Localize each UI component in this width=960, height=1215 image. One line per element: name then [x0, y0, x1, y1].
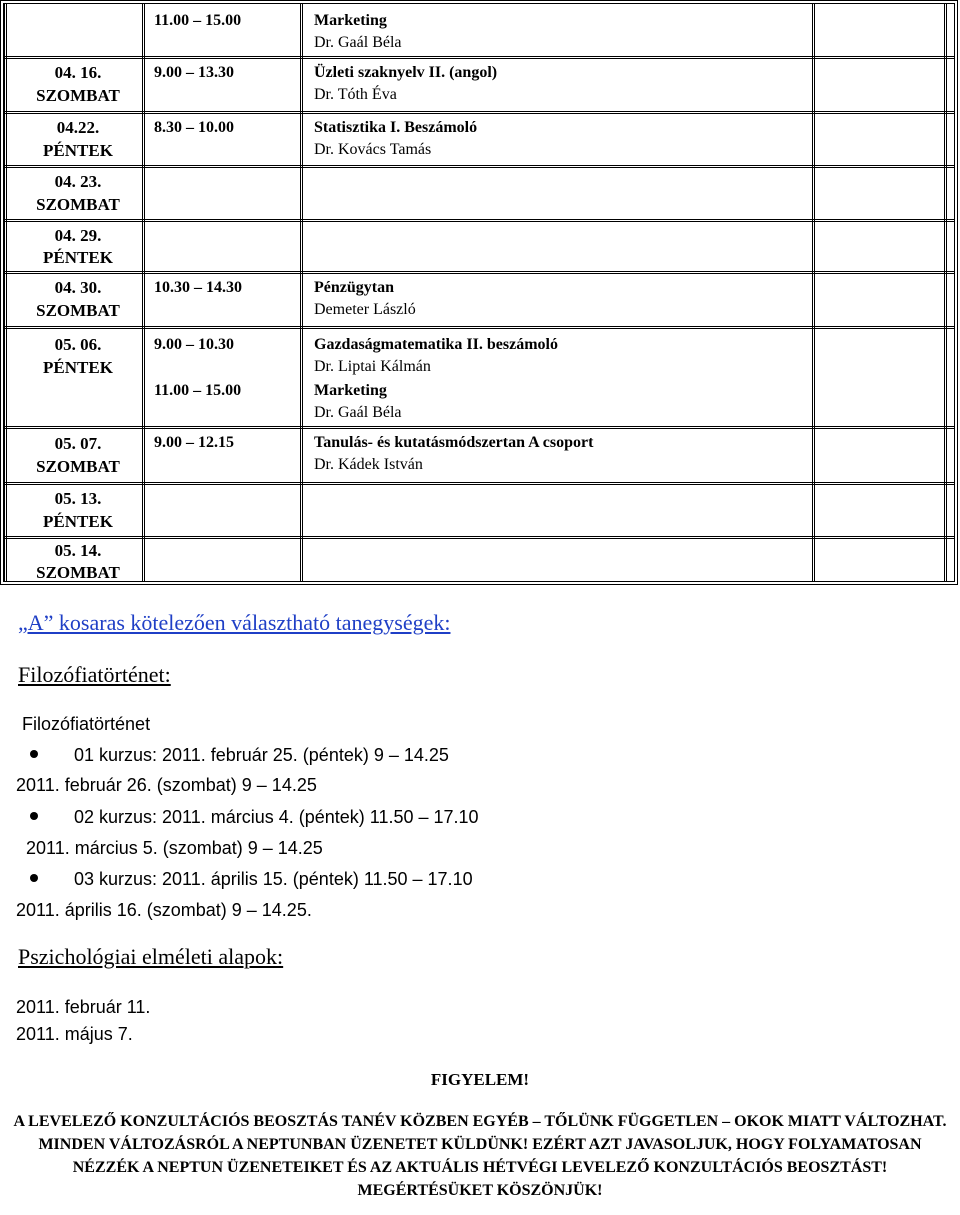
filozofia-subtitle: Filozófiatörténet [22, 714, 151, 734]
table-row [4, 482, 954, 539]
subject-cell: Tanulás- és kutatásmódszertan A csoport [314, 434, 594, 451]
teacher-cell: Dr. Gaál Béla [314, 404, 402, 421]
table-row [4, 111, 954, 168]
time-cell: 8.30 – 10.00 [154, 119, 234, 136]
time-cell: 11.00 – 15.00 [154, 382, 242, 399]
bullet-icon [30, 750, 38, 758]
day-name: SZOMBAT [36, 301, 120, 320]
table-row [4, 271, 954, 329]
subject-cell: Statisztika I. Beszámoló [314, 119, 478, 136]
day-name: SZOMBAT [36, 195, 120, 214]
day-date: 04. 29. [54, 226, 102, 245]
subject-cell: Marketing [314, 382, 387, 399]
list-item [30, 867, 473, 891]
a-basket-heading: „A” kosaras kötelezően választható tanegységek: [18, 610, 451, 635]
day-name: SZOMBAT [36, 457, 120, 476]
time-cell: 9.00 – 12.15 [154, 434, 234, 451]
day-date: 05. 13. [54, 489, 102, 508]
teacher-cell: Dr. Kádek István [314, 456, 423, 473]
notice-body [10, 1110, 950, 1202]
notice-text: A LEVELEZŐ KONZULTÁCIÓS BEOSZTÁS TANÉV KÖZBEN EGYÉB – TŐLÜNK FÜGGETLEN – OKOK MIATT VÁLTOZHAT. MINDEN VÁLTOZÁSRÓL A NEPTUNBAN ÜZENETET KÜLDÜNK! EZÉRT AZT JAVASOLJUK, HOGY FOLYAMATOSAN NÉZZÉK A NEPTUN ÜZENETEIKET ÉS AZ AKTUÁLIS HÉTVÉGI LEVELEZŐ KONZULTÁCIÓS BEOSZTÁST! [13, 1113, 947, 1176]
table-row [4, 165, 954, 222]
table-row [4, 4, 954, 59]
time-cell: 9.00 – 10.30 [154, 336, 234, 353]
pszichologia-date-2: 2011. május 7. [16, 1024, 133, 1044]
day-name: SZOMBAT [36, 563, 120, 582]
day-date: 04. 23. [54, 172, 102, 191]
bullet-icon [30, 812, 38, 820]
list-item [30, 805, 479, 829]
list-item [30, 743, 449, 767]
pszichologia-date-1: 2011. február 11. [16, 997, 151, 1017]
filozofia-heading: Filozófiatörténet: [18, 662, 171, 687]
time-cell: 10.30 – 14.30 [154, 279, 242, 296]
day-date: 05. 06. [54, 335, 102, 354]
day-name: SZOMBAT [36, 86, 120, 105]
teacher-cell: Demeter László [314, 301, 416, 318]
schedule-table [0, 0, 958, 585]
subject-cell: Marketing [314, 12, 387, 29]
day-name: PÉNTEK [43, 512, 113, 531]
table-row [4, 426, 954, 485]
time-cell: 11.00 – 15.00 [154, 12, 242, 29]
day-name: PÉNTEK [43, 141, 113, 160]
teacher-cell: Dr. Tóth Éva [314, 86, 397, 103]
time-cell: 9.00 – 13.30 [154, 64, 234, 81]
course-3-text: 03 kurzus: 2011. április 15. (péntek) 11.50 – 17.10 [74, 869, 473, 889]
teacher-cell: Dr. Gaál Béla [314, 34, 402, 51]
notice-thanks: MEGÉRTÉSÜKET KÖSZÖNJÜK! [357, 1182, 603, 1199]
course-3-second: 2011. április 16. (szombat) 9 – 14.25. [16, 900, 312, 920]
table-row [4, 56, 954, 114]
table-row [4, 536, 954, 585]
course-1-second: 2011. február 26. (szombat) 9 – 14.25 [16, 775, 317, 795]
teacher-cell: Dr. Liptai Kálmán [314, 358, 431, 375]
day-date: 04. 30. [54, 278, 102, 297]
day-date: 05. 14. [54, 541, 102, 560]
day-date: 04.22. [56, 118, 100, 137]
pszichologia-heading: Pszichológiai elméleti alapok: [18, 944, 284, 969]
subject-cell: Gazdaságmatematika II. beszámoló [314, 336, 558, 353]
course-2-second: 2011. március 5. (szombat) 9 – 14.25 [26, 838, 323, 858]
table-row [4, 219, 954, 274]
day-name: PÉNTEK [43, 358, 113, 377]
subject-cell: Üzleti szaknyelv II. (angol) [314, 64, 498, 81]
day-date: 04. 16. [54, 63, 102, 82]
course-2-text: 02 kurzus: 2011. március 4. (péntek) 11.50 – 17.10 [74, 807, 479, 827]
table-row [4, 326, 954, 429]
day-name: PÉNTEK [43, 248, 113, 267]
bullet-icon [30, 874, 38, 882]
day-date: 05. 07. [54, 434, 102, 453]
notice-title: FIGYELEM! [430, 1070, 530, 1089]
subject-cell: Pénzügytan [314, 279, 394, 296]
course-1-text: 01 kurzus: 2011. február 25. (péntek) 9 – 14.25 [74, 745, 449, 765]
teacher-cell: Dr. Kovács Tamás [314, 141, 432, 158]
